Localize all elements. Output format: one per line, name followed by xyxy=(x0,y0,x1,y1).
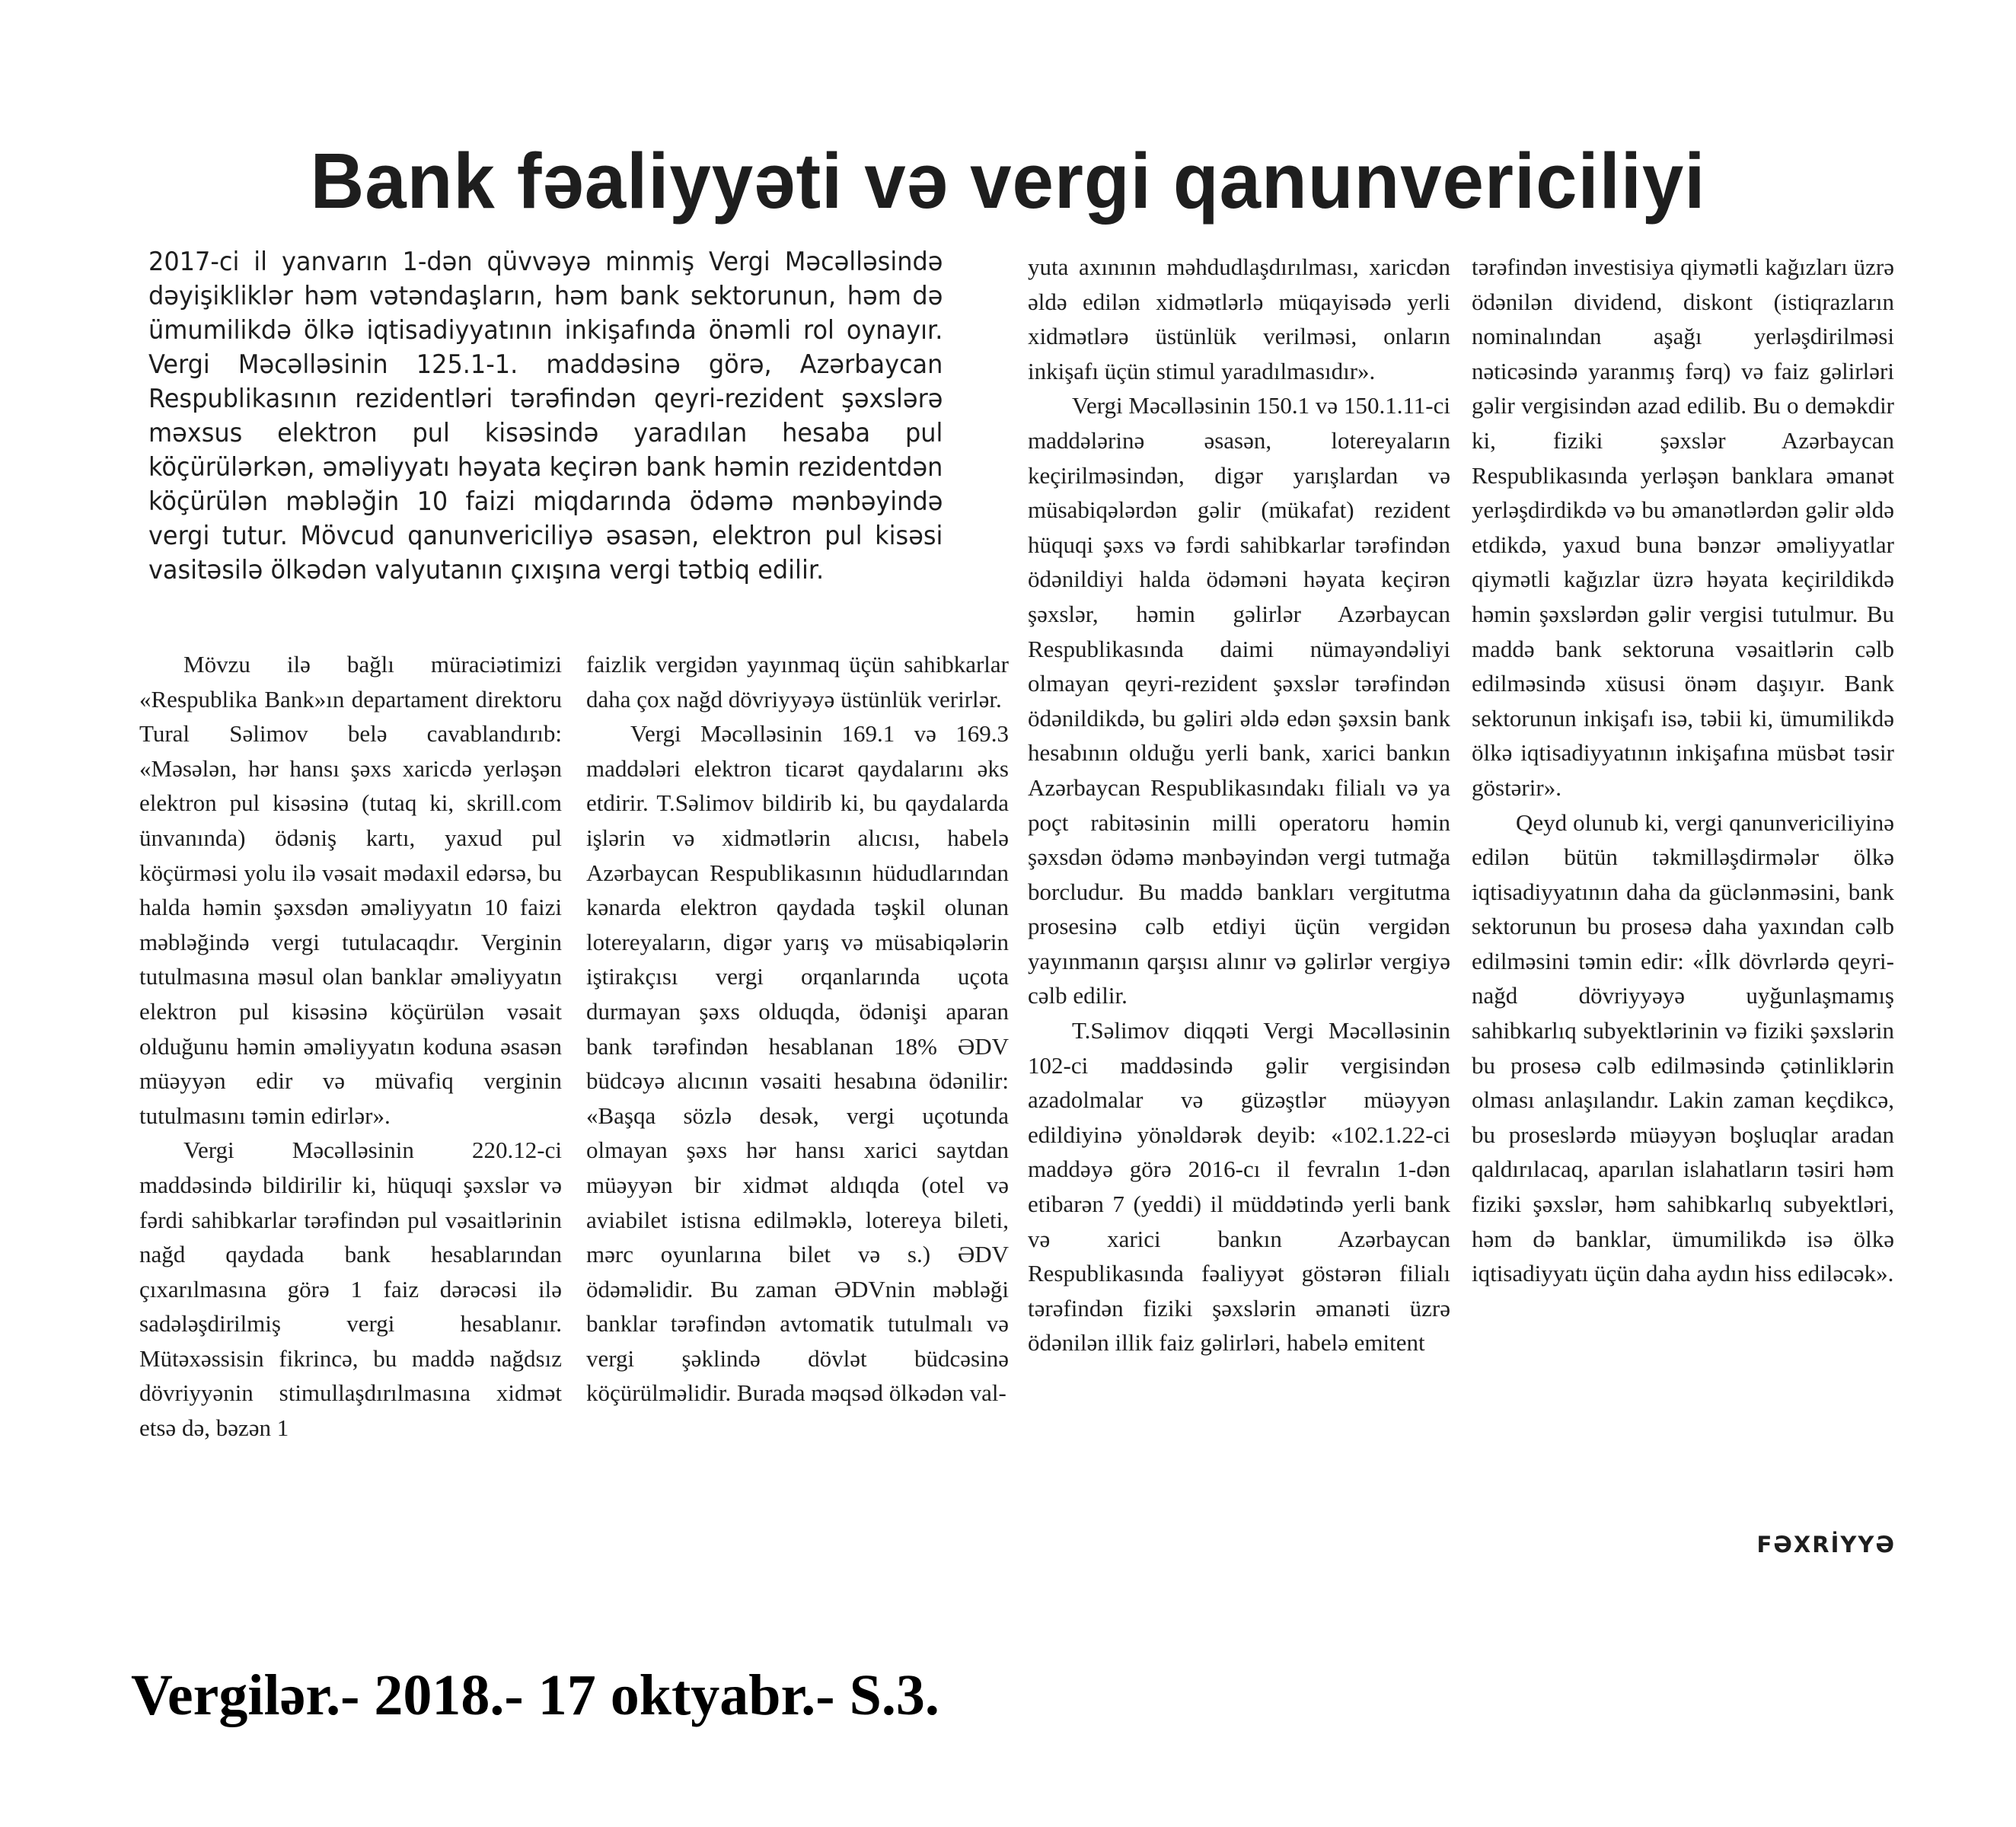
body-paragraph: Vergi Məcəlləsinin 220.12-ci maddəsində bildirilir ki, hüquqi şəxslər və fərdi sahibkarlar tərəfindən pul vəsaitlərinin nağd qaydada bank hesablarından çıxarılmasına görə 1 faiz dərəcəsi ilə sadələşdirilmiş vergi hesablanır. Mütəxəssisin fikrincə, bu maddə nağdsız dövriyyənin stimullaşdırılmasına xidmət etsə də, bəzən 1 xyxy=(139,1137,562,1442)
article-lead xyxy=(148,245,943,588)
body-paragraph: Vergi Məcəlləsinin 150.1 və 150.1.11-ci maddələrinə əsasən, lotereyaların keçirilməsindən, digər yarışlardan və müsabiqələrdən gəlir (mükafat) rezident hüquqi şəxs və fərdi sahibkarlar tərəfindən ödənildiyi halda ödəməni həyata keçirən şəxslər, həmin gəlirlər Azərbaycan Respublikasında daimi nümayəndəliyi olmayan qeyri-rezident şəxslər tərəfindən ödənildikdə, bu gəliri əldə edən şəxsin bank hesabının olduğu yerli bank, xarici bankın Azərbaycan Respublikasındakı filialı və ya poçt rabitəsinin milli operatoru həmin şəxsdən ödəmə mənbəyindən vergi tutmağa borcludur. Bu maddə bankları vergitutma prosesinə cəlb etdiyi üçün vergidən yayınmanın qarşısı alınır və gəlirlər vergiyə cəlb edilir. xyxy=(1028,392,1450,1009)
body-paragraph: Mövzu ilə bağlı müraciətimizi «Respublika Bank»ın departament direktoru Tural Səlimov belə cavablandırıb: «Məsələn, hər hansı şəxs xaricdə yerləşən elektron pul kisəsinə (tutaq ki, skrill.com ünvanında) ödəniş kartı, yaxud pul köçürməsi yolu ilə vəsait mədaxil edərsə, bu halda həmin şəxsdən əməliyyatın 10 faizi məbləğində vergi tutulacaqdır. Verginin tutulmasına məsul olan banklar əməliyyatın elektron pul kisəsinə köçürülən vəsait olduğunu həmin əməliyyatın koduna əsasən müəyyən edir və müvafiq verginin tutulmasını təmin edirlər». xyxy=(139,651,562,1129)
article-author: FƏXRİYYƏ xyxy=(1756,1532,1896,1558)
body-paragraph: yuta axınının məhdudlaşdırılması, xaricdən əldə edilən xidmətlərlə müqayisədə yerli xidmətlərə üstünlük verilməsi, onların inkişafı üçün stimul yaradılmasıdır». xyxy=(1028,253,1450,384)
lead-paragraph: 2017-ci il yanvarın 1-dən qüvvəyə minmiş Vergi Məcəlləsində dəyişikliklər həm vətəndaşların, həm bank sektorunun, həm də ümumilikdə ölkə iqtisadiyyatının inkişafında önəmli rol oynayır. Vergi Məcəlləsinin 125.1-1. maddəsinə görə, Azərbaycan Respublikasının rezidentləri tərəfindən qeyri-rezident şəxslərə məxsus elektron pul kisəsində yaradılan hesaba pul köçürülərkən, əməliyyatı həyata keçirən bank həmin rezidentdən köçürülən məbləğin 10 faizi miqdarında ödəmə mənbəyində vergi tutur. Mövcud qanunvericiliyə əsasən, elektron pul kisəsi vasitəsilə ölkədən valyutanın çıxışına vergi tətbiq edilir. xyxy=(148,247,943,585)
body-paragraph: T.Səlimov diqqəti Vergi Məcəlləsinin 102-ci maddəsində gəlir vergisindən azadolmalar və güzəştlər müəyyən edildiyinə yönəldərək deyib: «102.1.22-ci maddəyə görə 2016-cı il fevralın 1-dən etibarən 7 (yeddi) il müddətində yerli bank və xarici bankın Azərbaycan Respublikasında fəaliyyət göstərən filialı tərəfindən fiziki şəxslərin əmanəti üzrə ödənilən illik faiz gəlirləri, habelə emitent xyxy=(1028,1017,1450,1357)
body-paragraph: Vergi Məcəlləsinin 169.1 və 169.3 maddələri elektron ticarət qaydalarını əks etdirir. T.Səlimov bildirib ki, bu qaydalarda işlərin və xidmətlərin alıcısı, habelə Azərbaycan Respublikasının hüdudlarından kənarda elektron qaydada təşkil olunan lotereyaların, digər yarış və müsabiqələrin iştirakçısı vergi orqanlarında uçota durmayan şəxs olduqda, ödənişi aparan bank tərəfindən hesablanan 18% ƏDV büdcəyə alıcının vəsaiti hesabına ödənilir: «Başqa sözlə desək, vergi uçotunda olmayan şəxs hər hansı xarici saytdan müəyyən bir xidmət aldıqda (otel və aviabilet istisna edilməklə, lotereya bileti, mərc oyunlarına bilet və s.) ƏDV ödəməlidir. Bu zaman ƏDVnin məbləği banklar tərəfindən avtomatik tutulmalı və vergi şəklində dövlət büdcəsinə köçürülməlidir. Burada məqsəd ölkədən val- xyxy=(586,720,1009,1407)
body-paragraph: tərəfindən investisiya qiymətli kağızları üzrə ödənilən dividend, diskont (istiqrazların nominalından aşağı yerləşdirilməsi nəticəsində yaranmış fərq) və faiz gəlirləri gəlir vergisindən azad edilib. Bu o deməkdir ki, fiziki şəxslər Azərbaycan Respublikasında yerləşən banklara əmanət yerləşdirdikdə və bu əmanətlərdən gəlir əldə etdikdə, yaxud buna bənzər əməliyyatlar qiymətli kağızlar üzrə həyata keçirildikdə həmin şəxslərdən gəlir vergisi tutulmur. Bu maddə bank sektoruna vəsaitlərin cəlb edilməsində xüsusi önəm daşıyır. Bank sektorunun inkişafı isə, təbii ki, ümumilikdə ölkə iqtisadiyyatının inkişafına müsbət təsir göstərir». xyxy=(1472,253,1894,801)
article-column-3 xyxy=(1028,250,1450,1360)
body-paragraph: Qeyd olunub ki, vergi qanunvericiliyinə edilən bütün təkmilləşdirmələr ölkə iqtisadiyyatının daha da güclənməsini, bank sektorunun bu prosesə daha yaxından cəlb edilməsini təmin edir: «İlk dövrlərdə qeyri-nağd dövriyyəyə uyğunlaşmamış sahibkarlıq subyektlərinin və fiziki şəxslərin bu prosesə cəlb edilməsində çətinliklərin olması anlaşılandır. Lakin zaman keçdikcə, bu proseslərdə müəyyən boşluqlar aradan qaldırılacaq, aparılan islahatların təsiri həm fiziki şəxslər, həm sahibkarlıq subyektləri, həm də banklar, ümumilikdə isə ölkə iqtisadiyyatı üçün daha aydın hiss ediləcək». xyxy=(1472,808,1894,1287)
article-column-2 xyxy=(586,647,1009,1411)
article-column-1 xyxy=(139,647,562,1446)
body-paragraph: faizlik vergidən yayınmaq üçün sahibkarlar daha çox nağd dövriyyəyə üstünlük verirlər. xyxy=(586,651,1009,713)
article-column-4 xyxy=(1472,250,1894,1291)
source-citation: Vergilər.- 2018.- 17 oktyabr.- S.3. xyxy=(131,1663,939,1727)
article-title: Bank fəaliyyəti və vergi qanunvericiliyi xyxy=(310,137,1706,225)
